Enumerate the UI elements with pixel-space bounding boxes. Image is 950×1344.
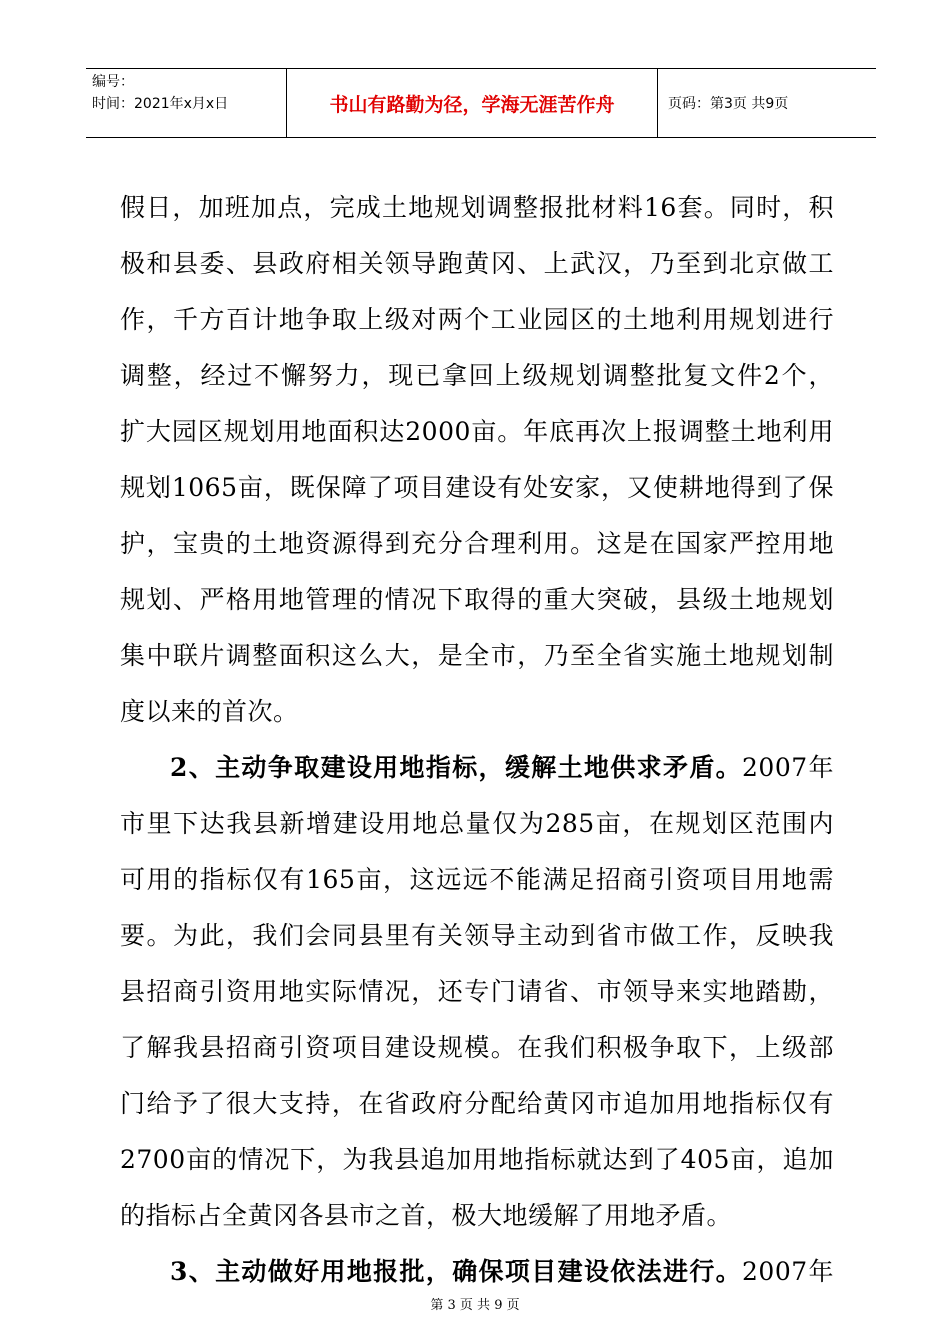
document-body: [120, 180, 834, 1300]
text-line: 调整，经过不懈努力，现已拿回上级规划调整批复文件2个，: [120, 361, 834, 390]
doc-time-label: 时间：2021年x月x日: [92, 96, 229, 112]
header-page-number: 页码：第3页 共9页: [668, 96, 789, 112]
text-line: 护，宝贵的土地资源得到充分合理利用。这是在国家严控用地: [120, 529, 834, 558]
text-line: 了解我县招商引资项目建设规模。在我们积极争取下，上级部: [120, 1033, 834, 1062]
text-line: 可用的指标仅有165亩，这远远不能满足招商引资项目用地需: [120, 865, 834, 894]
page-header: [86, 68, 876, 138]
text-line: 扩大园区规划用地面积达2000亩。年底再次上报调整土地利用: [120, 417, 834, 446]
text-line: 作，千方百计地争取上级对两个工业园区的土地利用规划进行: [120, 305, 834, 334]
paragraph-1: [120, 180, 834, 740]
section-heading: 3、主动做好用地报批，确保项目建设依法进行。: [170, 1257, 743, 1286]
text-line: 规划1065亩，既保障了项目建设有处安家，又使耕地得到了保: [120, 473, 834, 502]
section-heading: 2、主动争取建设用地指标，缓解土地供求矛盾。: [170, 753, 743, 782]
text-line: 的指标占全黄冈各县市之首，极大地缓解了用地矛盾。: [120, 1201, 733, 1230]
text-line: 市里下达我县新增建设用地总量仅为285亩，在规划区范围内: [120, 809, 834, 838]
text-line: 县招商引资用地实际情况，还专门请省、市领导来实地踏勘，: [120, 977, 834, 1006]
paragraph-3-first-line: [120, 1244, 834, 1300]
paragraph-2-first-line: [120, 740, 834, 796]
text-line: 假日，加班加点，完成土地规划调整报批材料16套。同时，积: [120, 193, 834, 222]
doc-number-label: 编号：: [92, 74, 134, 90]
text-span: 2007年: [742, 1257, 835, 1286]
text-line: 度以来的首次。: [120, 697, 299, 726]
text-line: 集中联片调整面积这么大，是全市，乃至全省实施土地规划制: [120, 641, 834, 670]
text-line: 规划、严格用地管理的情况下取得的重大突破，县级土地规划: [120, 585, 834, 614]
header-motto: 书山有路勤为径，学海无涯苦作舟: [286, 69, 658, 137]
page-footer: 第 3 页 共 9 页: [430, 1298, 520, 1313]
paragraph-2: [120, 740, 834, 1244]
text-line: 要。为此，我们会同县里有关领导主动到省市做工作，反映我: [120, 921, 834, 950]
text-line: 2700亩的情况下，为我县追加用地指标就达到了405亩，追加: [120, 1145, 834, 1174]
text-line: 门给予了很大支持，在省政府分配给黄冈市追加用地指标仅有: [120, 1089, 834, 1118]
paragraph-3: [120, 1244, 834, 1300]
text-line: 极和县委、县政府相关领导跑黄冈、上武汉，乃至到北京做工: [120, 249, 834, 278]
text-span: 2007年: [742, 753, 835, 782]
header-meta: [92, 71, 282, 115]
